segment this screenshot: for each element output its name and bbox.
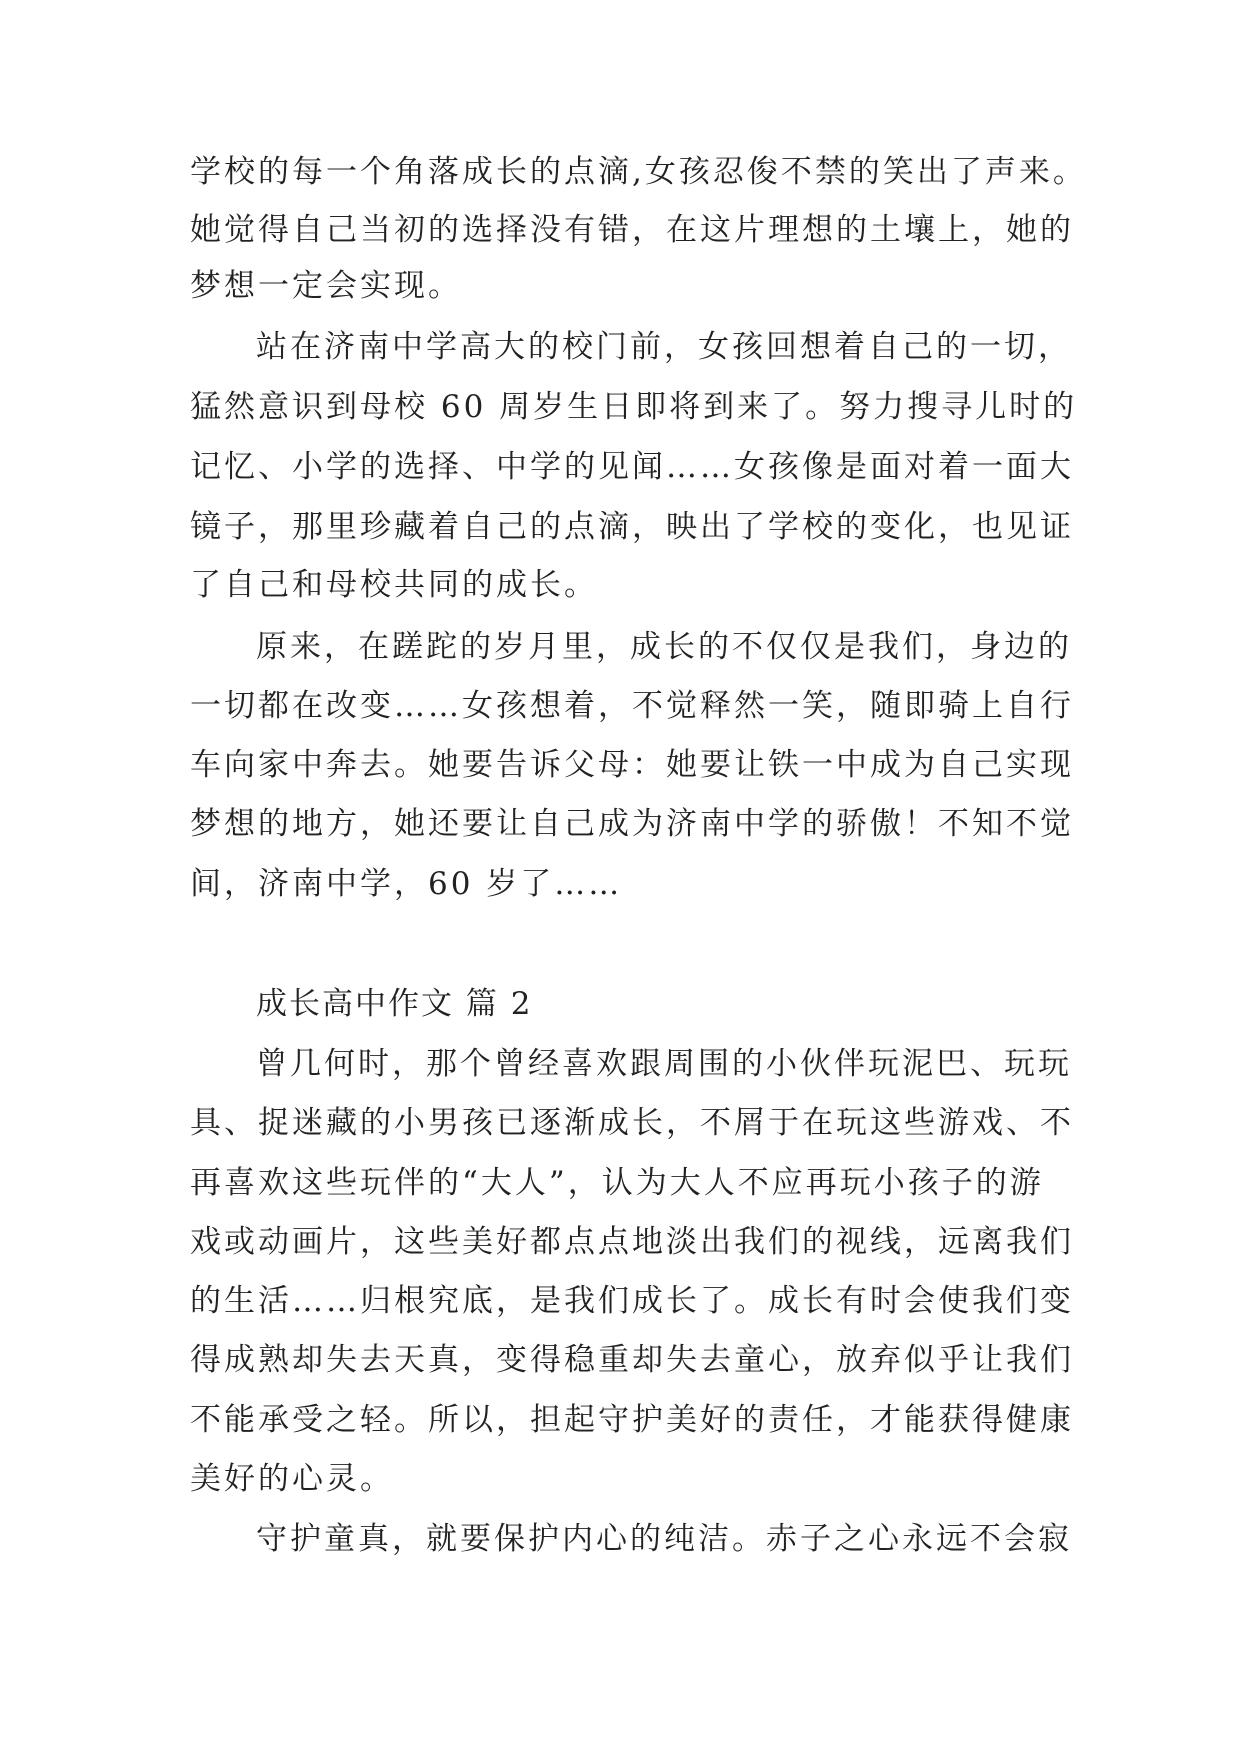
text-line: 守护童真，就要保护内心的纯洁。赤子之心永远不会寂 (256, 1521, 1072, 1557)
text-line: 曾几何时，那个曾经喜欢跟周围的小伙伴玩泥巴、玩玩 (256, 1046, 1072, 1082)
text-line: 站在济南中学高大的校门前，女孩回想着自己的一切， (256, 329, 1072, 365)
text-line: 梦想一定会实现。 (190, 268, 462, 304)
text-line: 了自己和母校共同的成长。 (190, 567, 598, 603)
text-line: 镜子，那里珍藏着自己的点滴，映出了学校的变化，也见证 (190, 509, 1074, 545)
section-heading: 成长高中作文 篇 2 (256, 986, 533, 1022)
text-line: 车向家中奔去。她要告诉父母：她要让铁一中成为自己实现 (190, 747, 1074, 783)
text-line: 间，济南中学，60 岁了…… (190, 866, 623, 902)
text-line: 梦想的地方，她还要让自己成为济南中学的骄傲！不知不觉 (190, 806, 1074, 842)
text-line: 得成熟却失去天真，变得稳重却失去童心，放弃似乎让我们 (190, 1342, 1074, 1378)
text-line: 一切都在改变……女孩想着，不觉释然一笑，随即骑上自行 (190, 688, 1074, 724)
text-line: 原来，在蹉跎的岁月里，成长的不仅仅是我们，身边的 (256, 629, 1072, 665)
text-line: 猛然意识到母校 60 周岁生日即将到来了。努力搜寻儿时的 (190, 389, 1078, 425)
text-line: 的生活……归根究底，是我们成长了。成长有时会使我们变 (190, 1283, 1074, 1319)
text-line: 她觉得自己当初的选择没有错，在这片理想的土壤上，她的 (190, 212, 1074, 248)
text-line: 学校的每一个角落成长的点滴,女孩忍俊不禁的笑出了声来。 (190, 154, 1087, 190)
text-line: 再喜欢这些玩伴的“大人”，认为大人不应再玩小孩子的游 (190, 1165, 1044, 1201)
text-line: 记忆、小学的选择、中学的见闻……女孩像是面对着一面大 (190, 449, 1074, 485)
text-line: 不能承受之轻。所以，担起守护美好的责任，才能获得健康 (190, 1402, 1074, 1438)
text-line: 美好的心灵。 (190, 1461, 394, 1497)
text-line: 戏或动画片，这些美好都点点地淡出我们的视线，远离我们 (190, 1224, 1074, 1260)
text-line: 具、捉迷藏的小男孩已逐渐成长，不屑于在玩这些游戏、不 (190, 1105, 1074, 1141)
